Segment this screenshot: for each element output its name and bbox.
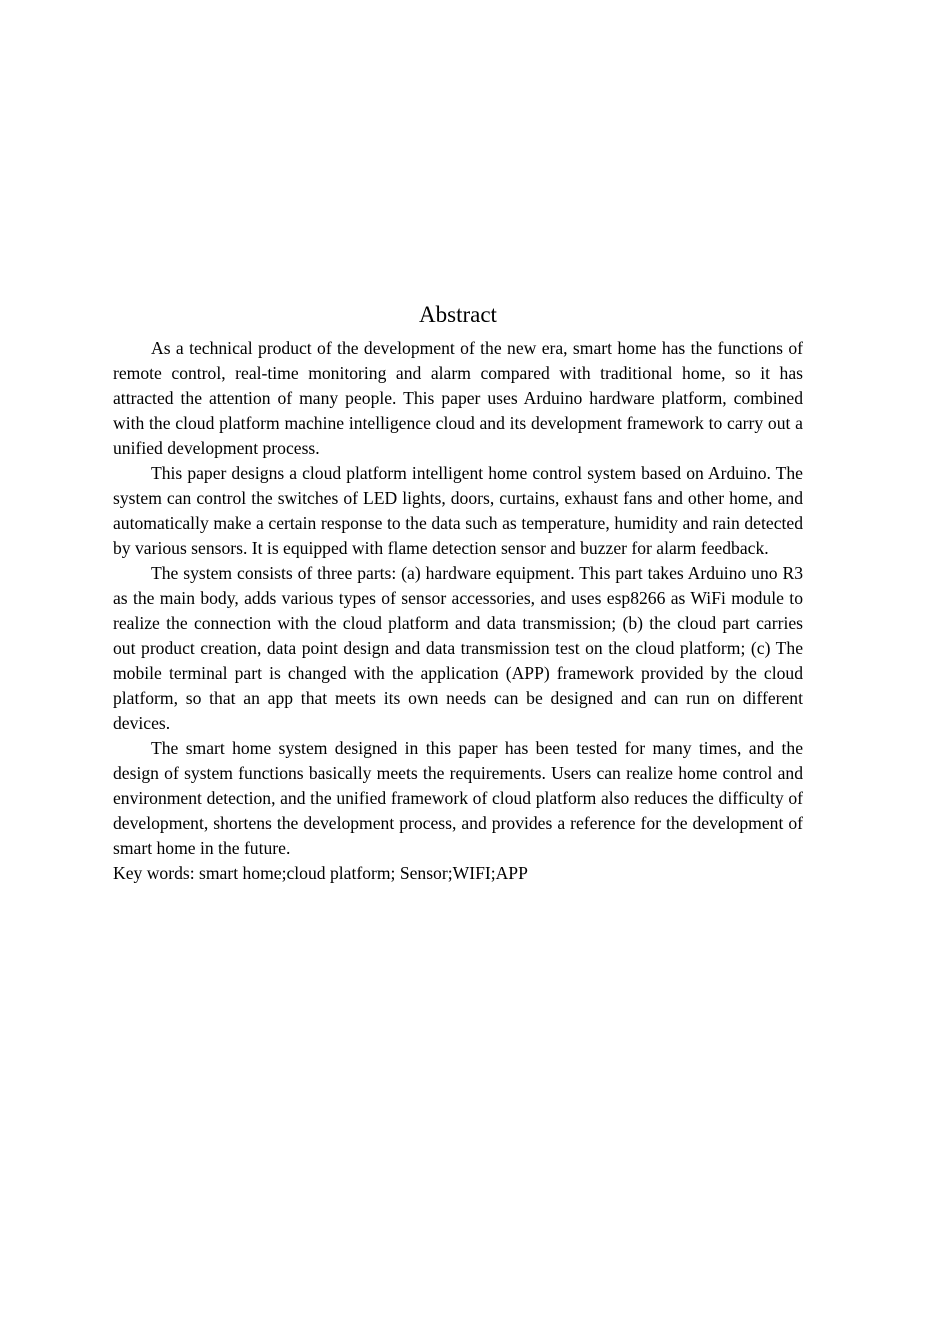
abstract-paragraph-4: The smart home system designed in this paper has been tested for many times, and the design of system functions basically meets the requirements. Users can realize home control and environment detection, and the unified framework of cloud platform also reduces the difficulty of development, shortens the development process, and provides a reference for the development of smart home in the future.	[113, 738, 803, 858]
abstract-paragraph-2: This paper designs a cloud platform intelligent home control system based on Arduino. The system can control the switches of LED lights, doors, curtains, exhaust fans and other home, and automatically make a certain response to the data such as temperature, humidity and rain detected by various sensors. It is equipped with flame detection sensor and buzzer for alarm feedback.	[113, 463, 803, 558]
abstract-paragraph-3: The system consists of three parts: (a) hardware equipment. This part takes Arduino uno R3 as the main body, adds various types of sensor accessories, and uses esp8266 as WiFi module to realize the connection with the cloud platform and data transmission; (b) the cloud part carries out product creation, data point design and data transmission test on the cloud platform; (c) The mobile terminal part is changed with the application (APP) framework provided by the cloud platform, so that an app that meets its own needs can be designed and can run on different devices.	[113, 563, 803, 733]
keywords-line: Key words: smart home;cloud platform; Sensor;WIFI;APP	[113, 863, 528, 883]
abstract-section	[113, 300, 803, 886]
abstract-paragraph-1: As a technical product of the development of the new era, smart home has the functions of remote control, real-time monitoring and alarm compared with traditional home, so it has attracted the attention of many people. This paper uses Arduino hardware platform, combined with the cloud platform machine intelligence cloud and its development framework to carry out a unified development process.	[113, 338, 803, 458]
abstract-title: Abstract	[419, 302, 497, 327]
